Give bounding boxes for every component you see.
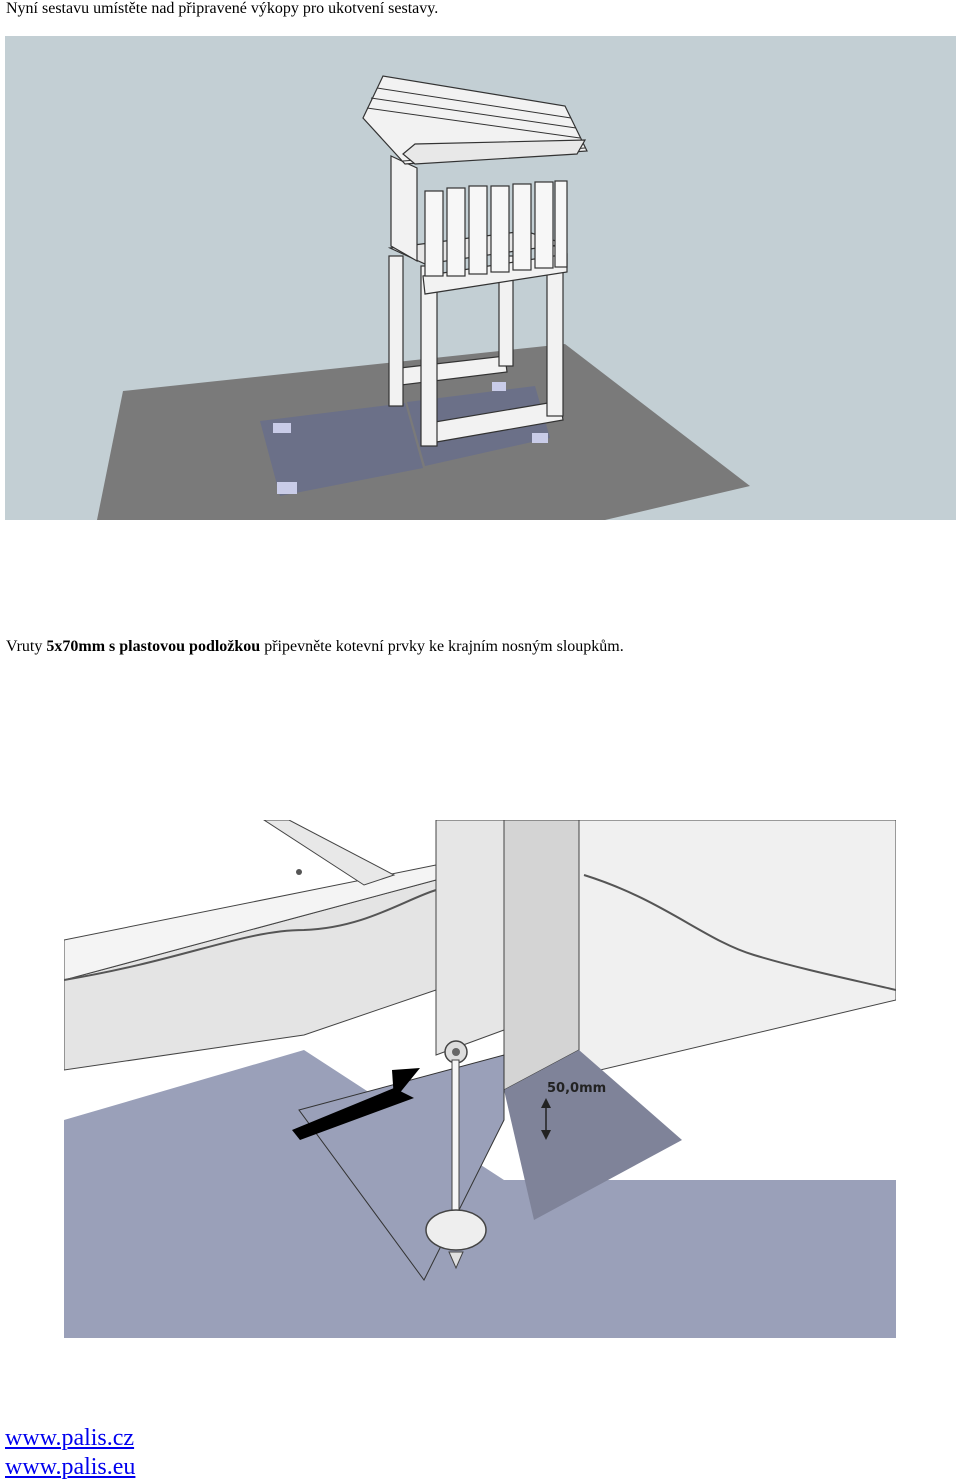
step-text-prefix: Vruty	[6, 638, 47, 655]
side-wall	[391, 156, 417, 261]
post-left-face	[436, 820, 504, 1055]
anchor-plate	[426, 1210, 486, 1250]
link-palis-eu[interactable]: www.palis.eu	[5, 1454, 136, 1480]
post-right-face	[504, 820, 579, 1090]
step-text-rest: připevněte kotevní prvky ke krajním nosným sloupkům.	[260, 638, 624, 655]
anchor-marker	[532, 433, 548, 443]
anchor-marker	[277, 482, 297, 494]
tower-placement-illustration	[5, 36, 956, 520]
anchor-marker	[492, 382, 506, 391]
step-text-bold: 5x70mm s plastovou podložkou	[46, 638, 261, 655]
anchor-screw	[452, 1048, 460, 1056]
dimension-label: 50,0mm	[547, 1081, 607, 1096]
anchor-detail-illustration	[64, 820, 896, 1338]
intro-text: Nyní sestavu umístěte nad připravené výkopy pro ukotvení sestavy.	[6, 0, 439, 17]
link-palis-cz[interactable]: www.palis.cz	[5, 1425, 135, 1451]
screw-hole	[296, 869, 302, 875]
anchor-marker	[273, 423, 291, 433]
post	[389, 256, 403, 406]
step-text	[6, 638, 624, 656]
